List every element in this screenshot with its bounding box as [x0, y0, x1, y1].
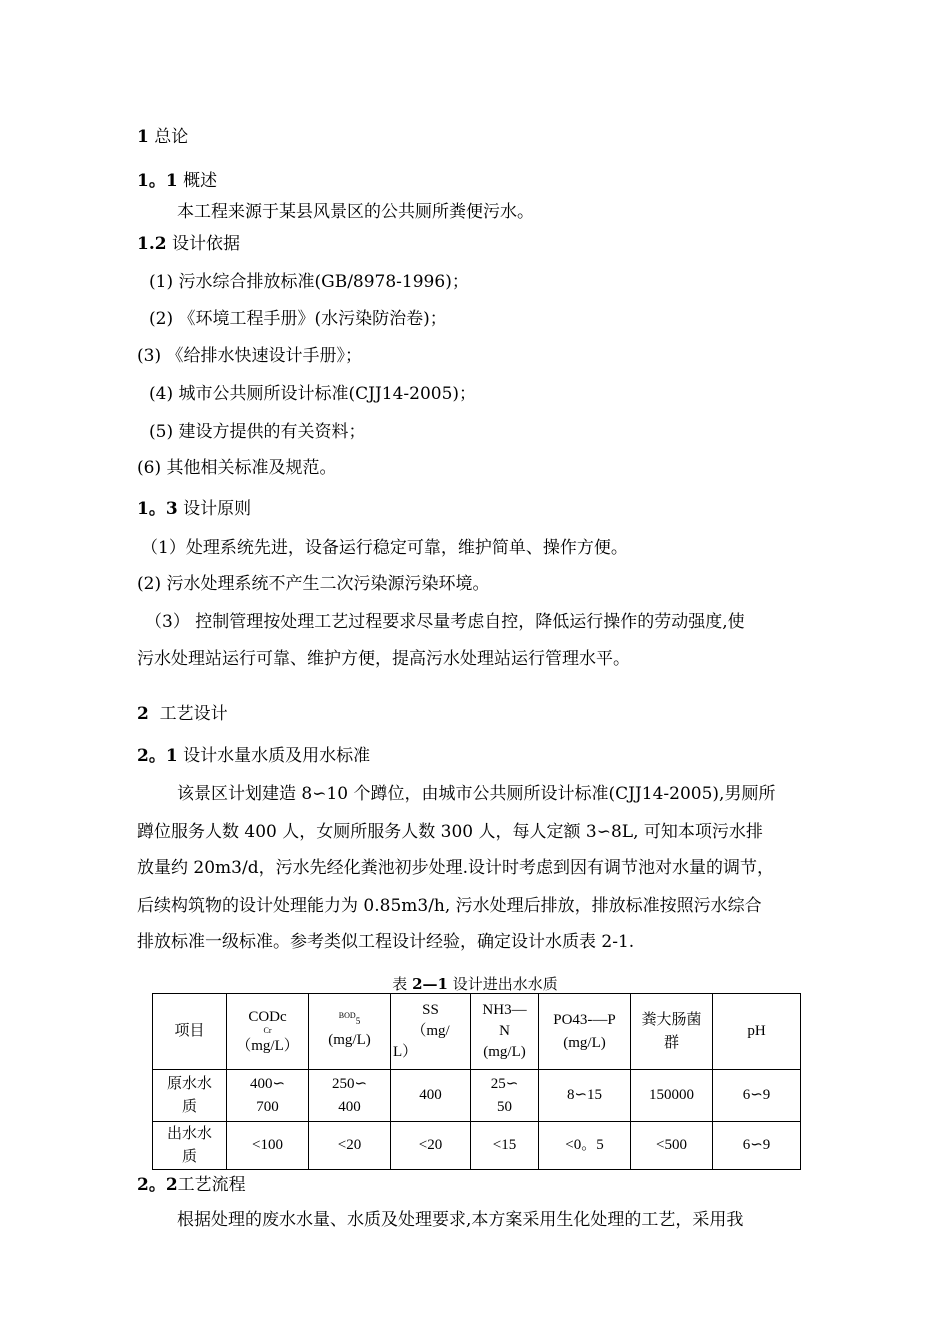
cell-ss: 400	[391, 1070, 471, 1122]
cell-po4p: <0。5	[539, 1122, 631, 1170]
section-2-2-heading: 2。2工艺流程	[137, 1175, 246, 1195]
section-2-1-heading: 2。1 设计水量水质及用水标准	[137, 746, 371, 766]
row-label: 原水水 质	[153, 1070, 227, 1122]
header-ph: pH	[713, 994, 801, 1070]
cell-coliform: <500	[631, 1122, 713, 1170]
header-nh3n: NH3— N (mg/L)	[471, 994, 539, 1070]
header-ss: SS （mg/ L）	[391, 994, 471, 1070]
row-label: 出水水 质	[153, 1122, 227, 1170]
table-row	[153, 1070, 801, 1122]
water-quality-table	[152, 993, 801, 1170]
basis-item-6: (6) 其他相关标准及规范。	[137, 458, 337, 478]
section-2-1-para-line-4: 后续构筑物的设计处理能力为 0.85m3/h, 污水处理后排放，排放标准按照污水综合	[137, 896, 762, 916]
table-header-row	[153, 994, 801, 1070]
section-1-3-heading: 1。3 设计原则	[137, 499, 252, 519]
cell-ph: 6∽9	[713, 1122, 801, 1170]
table-row	[153, 1122, 801, 1170]
table-caption: 表 2—1 设计进出水水质	[392, 975, 558, 993]
section-2-heading: 2 工艺设计	[137, 704, 228, 724]
section-2-1-para-line-1: 该景区计划建造 8∽10 个蹲位，由城市公共厕所设计标准(CJJ14-2005),男厕所	[177, 784, 776, 804]
basis-item-2: (2) 《环境工程手册》(水污染防治卷)；	[149, 309, 447, 329]
principle-3: （3） 控制管理按处理工艺过程要求尽量考虑自控，降低运行操作的劳动强度,使	[145, 612, 745, 632]
principle-2: (2) 污水处理系统不产生二次污染源污染环境。	[137, 574, 490, 594]
section-1-1-text: 本工程来源于某县风景区的公共厕所粪便污水。	[177, 202, 534, 222]
section-2-2-text: 根据处理的废水水量、水质及处理要求,本方案采用生化处理的工艺，采用我	[177, 1210, 744, 1230]
basis-item-3: (3) 《给排水快速设计手册》；	[137, 346, 362, 366]
header-bod: $^{BOD}$5 (mg/L)	[309, 994, 391, 1070]
cell-bod: 250∽ 400	[309, 1070, 391, 1122]
cell-cod: <100	[227, 1122, 309, 1170]
principle-3-cont: 污水处理站运行可靠、维护方便，提高污水处理站运行管理水平。	[137, 649, 630, 669]
cell-ph: 6∽9	[713, 1070, 801, 1122]
basis-item-4: (4) 城市公共厕所设计标准(CJJ14-2005)；	[149, 384, 477, 404]
section-2-1-para-line-2: 蹲位服务人数 400 人，女厕所服务人数 300 人，每人定额 3∽8L, 可知本项污水排	[137, 822, 763, 842]
section-2-1-para-line-3: 放量约 20m3/d，污水先经化粪池初步处理.设计时考虑到因有调节池对水量的调节，	[137, 858, 774, 878]
section-1-1-heading: 1。1 概述	[137, 171, 218, 191]
header-cod: CODc Cr （mg/L）	[227, 994, 309, 1070]
header-item: 项目	[153, 994, 227, 1070]
header-po4p: PO43-—P (mg/L)	[539, 994, 631, 1070]
cell-cod: 400∽ 700	[227, 1070, 309, 1122]
cell-nh3n: <15	[471, 1122, 539, 1170]
header-coliform: 粪大肠菌 群	[631, 994, 713, 1070]
basis-item-5: (5) 建设方提供的有关资料；	[149, 422, 366, 442]
cell-ss: <20	[391, 1122, 471, 1170]
cell-nh3n: 25∽ 50	[471, 1070, 539, 1122]
principle-1: （1）处理系统先进，设备运行稳定可靠，维护简单、操作方便。	[141, 538, 628, 558]
section-2-1-para-line-5: 排放标准一级标准。参考类似工程设计经验，确定设计水质表 2-1.	[137, 932, 635, 952]
cell-po4p: 8∽15	[539, 1070, 631, 1122]
cell-bod: <20	[309, 1122, 391, 1170]
section-1-2-heading: 1.2 设计依据	[137, 234, 240, 254]
basis-item-1: (1) 污水综合排放标准(GB/8978-1996)；	[149, 272, 469, 292]
section-1-heading: 1 总论	[137, 127, 189, 147]
cell-coliform: 150000	[631, 1070, 713, 1122]
